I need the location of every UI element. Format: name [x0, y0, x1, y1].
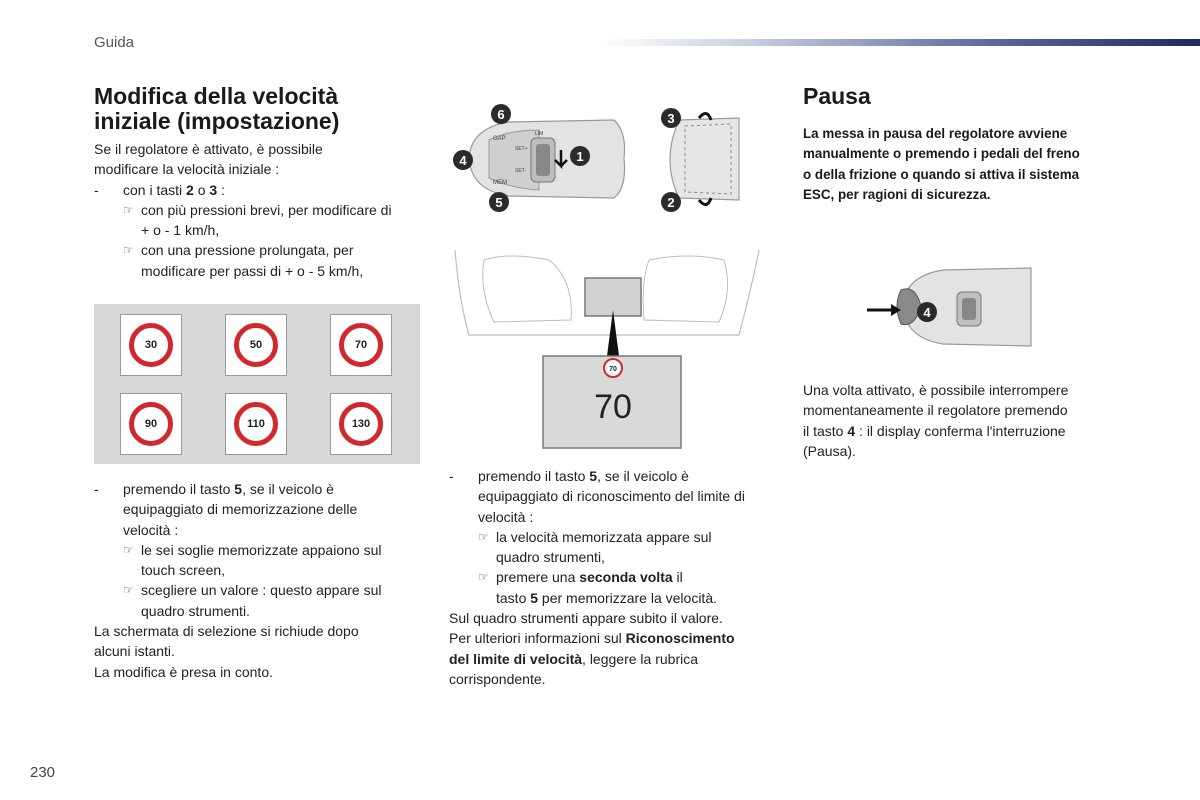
- paragraph-line: del limite di velocità, leggere la rubrica: [449, 650, 698, 667]
- left-intro-text: [94, 139, 424, 281]
- mem-label: MEM: [493, 180, 507, 186]
- speed-sign: [330, 314, 392, 376]
- speed-sign: [330, 393, 392, 455]
- speed-sign: [120, 314, 182, 376]
- left-title-line1: Modifica della velocità: [94, 83, 339, 109]
- middle-text: [449, 466, 779, 689]
- sub-item-long-press: ☞ con una pressione prolungata, per: [94, 240, 424, 260]
- sub-item-continuation: tasto 5 per memorizzare la velocità.: [496, 589, 717, 606]
- cruise-stalk-figure: [449, 100, 779, 220]
- button-3-label: 3: [667, 111, 675, 126]
- body-line: Una volta attivato, è possibile interrompere: [803, 382, 1069, 398]
- button-1-label: 1: [576, 149, 584, 164]
- paragraph-line: Per ulteriori informazioni sul Riconoscimento: [449, 630, 735, 647]
- left-memory-text: [94, 479, 424, 682]
- speed-sign: [225, 393, 287, 455]
- button-5-label: 5: [495, 195, 503, 210]
- sub-item-continuation: + o - 1 km/h,: [141, 222, 220, 239]
- speed-sign-value: 50: [234, 323, 278, 367]
- speed-sign-value: 70: [339, 323, 383, 367]
- sub-item-thresholds: ☞ le sei soglie memorizzate appaiono sul: [94, 540, 424, 560]
- pointing-hand-icon: ☞: [478, 529, 489, 544]
- list-continuation: velocità :: [123, 521, 179, 538]
- list-item-keys: - con i tasti 2 o 3 :: [94, 180, 424, 200]
- speed-sign: [225, 314, 287, 376]
- pointing-hand-icon: ☞: [123, 583, 134, 598]
- page-number: 230: [30, 764, 56, 781]
- header-bar: [600, 39, 1200, 46]
- sub-item-memorized-speed: ☞ la velocità memorizzata appare sul: [449, 527, 779, 547]
- sub-item-continuation: touch screen,: [141, 562, 226, 579]
- intro-line: Se il regolatore è attivato, è possibile: [94, 141, 323, 157]
- button-6-label: 6: [497, 107, 505, 122]
- speed-sign: [120, 393, 182, 455]
- intro-line: ESC, per ragioni di sicurezza.: [803, 186, 991, 202]
- left-title: [94, 84, 424, 134]
- intro-line: manualmente o premendo i pedali del freno: [803, 146, 1080, 162]
- list-item-key5-recognition: - premendo il tasto 5, se il veicolo è: [449, 466, 779, 486]
- sub-item-choose: ☞ scegliere un valore : questo appare sul: [94, 580, 424, 600]
- pausa-intro: [803, 124, 1133, 205]
- sub-item-press-again: ☞ premere una seconda volta il: [449, 567, 779, 587]
- sub-item-continuation: quadro strumenti.: [141, 602, 250, 619]
- pause-stalk-figure: [863, 262, 1033, 354]
- set-minus-label: SET-: [515, 168, 527, 174]
- display-speed-value: 70: [594, 388, 632, 426]
- list-continuation: velocità :: [478, 508, 534, 525]
- speed-limit-sign-value: 70: [609, 366, 617, 373]
- lim-label: LIM: [535, 131, 544, 137]
- pointing-hand-icon: ☞: [478, 570, 489, 585]
- left-title-line2: iniziale (impostazione): [94, 108, 340, 134]
- paragraph-line: corrispondente.: [449, 670, 546, 687]
- pause-button-label: 4: [923, 305, 931, 320]
- list-continuation: equipaggiato di riconoscimento del limite di: [478, 488, 745, 505]
- intro-line: modificare la velocità iniziale :: [94, 161, 280, 178]
- list-continuation: equipaggiato di memorizzazione delle: [123, 501, 358, 518]
- pausa-title: Pausa: [803, 83, 871, 109]
- gap-label: GAP: [493, 136, 506, 142]
- sub-item-continuation: modificare per passi di + o - 5 km/h,: [141, 262, 364, 279]
- speed-signs-figure: [94, 304, 420, 464]
- sub-item-short-press: ☞ con più pressioni brevi, per modificare di: [94, 200, 424, 220]
- pointing-hand-icon: ☞: [123, 202, 134, 217]
- button-4-label: 4: [459, 153, 467, 168]
- pointing-hand-icon: ☞: [123, 243, 134, 258]
- dashboard-figure: [449, 240, 779, 455]
- closing-line: La modifica è presa in conto.: [94, 663, 273, 680]
- body-line: momentaneamente il regolatore premendo: [803, 402, 1068, 419]
- pointing-hand-icon: ☞: [123, 542, 134, 557]
- intro-line: o della frizione o quando si attiva il sistema: [803, 166, 1080, 182]
- body-line: il tasto 4 : il display conferma l'interruzione: [803, 422, 1066, 439]
- set-plus-label: SET+: [515, 146, 528, 152]
- speed-sign-value: 130: [339, 402, 383, 446]
- sub-item-continuation: quadro strumenti,: [496, 549, 605, 566]
- speed-sign-value: 30: [129, 323, 173, 367]
- intro-line: La messa in pausa del regolatore avviene: [803, 126, 1068, 141]
- closing-line: La schermata di selezione si richiude dopo: [94, 623, 359, 640]
- section-label: Guida: [94, 34, 135, 51]
- list-item-key5: - premendo il tasto 5, se il veicolo è: [94, 479, 424, 499]
- closing-line: alcuni istanti.: [94, 643, 175, 660]
- button-2-label: 2: [667, 195, 675, 210]
- body-line: (Pausa).: [803, 442, 856, 459]
- paragraph-line: Sul quadro strumenti appare subito il valore.: [449, 610, 723, 627]
- pausa-body: [803, 380, 1133, 461]
- speed-sign-value: 110: [234, 402, 278, 446]
- speed-sign-value: 90: [129, 402, 173, 446]
